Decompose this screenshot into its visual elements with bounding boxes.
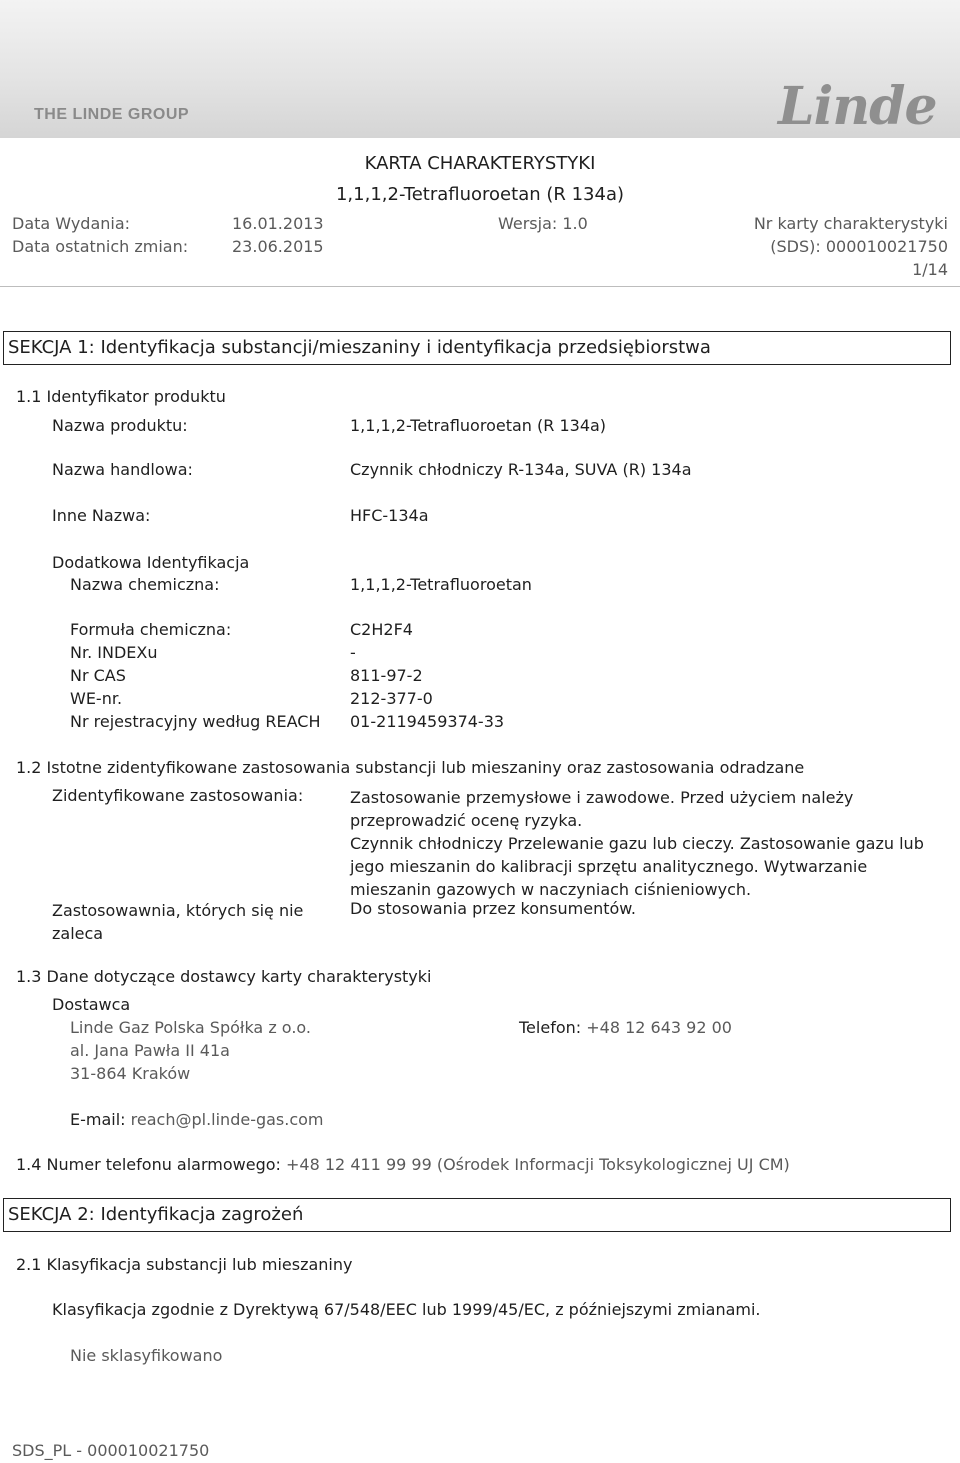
emergency-phone-label: 1.4 Numer telefonu alarmowego: — [16, 1155, 281, 1174]
we-number-label: WE-nr. — [70, 689, 123, 708]
chemical-name-label: Nazwa chemiczna: — [70, 575, 220, 594]
supplier-label: Dostawca — [52, 995, 131, 1014]
additional-identification-label: Dodatkowa Identyfikacja — [52, 553, 250, 572]
sds-number-label: Nr karty charakterystyki — [753, 214, 948, 233]
phone-value: +48 12 643 92 00 — [586, 1018, 732, 1037]
version: Wersja: 1.0 — [498, 214, 588, 233]
section-2-title: SEKCJA 2: Identyfikacja zagrożeń — [3, 1198, 951, 1232]
not-recommended-value: Do stosowania przez konsumentów. — [350, 899, 636, 918]
revision-date-label: Data ostatnich zmian: — [12, 237, 189, 256]
email-line — [70, 1110, 324, 1129]
issue-date-label: Data Wydania: — [12, 214, 131, 233]
linde-logo: Linde — [778, 76, 937, 137]
product-title: 1,1,1,2-Tetrafluoroetan (R 134a) — [335, 184, 625, 205]
other-name-label: Inne Nazwa: — [52, 506, 151, 525]
chemical-name-value: 1,1,1,2-Tetrafluoroetan — [350, 575, 532, 594]
section-1-3-heading: 1.3 Dane dotyczące dostawcy karty charakterystyki — [16, 967, 432, 986]
identified-uses-text-1: Zastosowanie przemysłowe i zawodowe. Przed użyciem należy przeprowadzić ocenę ryzyka. — [350, 788, 854, 830]
section-1-2-heading: 1.2 Istotne zidentyfikowane zastosowania substancji lub mieszaniny oraz zastosowania odradzane — [16, 758, 805, 777]
section-2-1-heading: 2.1 Klasyfikacja substancji lub mieszaniny — [16, 1255, 353, 1274]
emergency-phone-line — [16, 1155, 790, 1174]
other-name-value: HFC-134a — [350, 506, 429, 525]
identified-uses-text-2: Czynnik chłodniczy Przelewanie gazu lub cieczy. Zastosowanie gazu lub jego mieszanin do kalibracji sprzętu analitycznego. Wytwarzanie mieszanin gazowych w naczyniach ciśnieniowych. — [350, 834, 924, 899]
sds-number: (SDS): 000010021750 — [770, 237, 948, 256]
footer-document-id: SDS_PL - 000010021750 — [12, 1441, 210, 1460]
we-number-value: 212-377-0 — [350, 689, 433, 708]
reach-number-value: 01-2119459374-33 — [350, 712, 505, 731]
formula-label: Formuła chemiczna: — [70, 620, 232, 639]
identified-uses-label: Zidentyfikowane zastosowania: — [52, 786, 304, 805]
email-value[interactable]: reach@pl.linde-gas.com — [130, 1110, 324, 1129]
email-label: E-mail: — [70, 1110, 126, 1129]
not-recommended-label: Zastosowawnia, których się nie zaleca — [52, 901, 304, 943]
product-name-value: 1,1,1,2-Tetrafluoroetan (R 134a) — [350, 416, 607, 435]
group-logo: THE LINDE GROUP — [34, 106, 190, 123]
index-label: Nr. INDEXu — [70, 643, 158, 662]
trade-name-value: Czynnik chłodniczy R-134a, SUVA (R) 134a — [350, 460, 692, 479]
revision-date: 23.06.2015 — [232, 237, 324, 256]
cas-label: Nr CAS — [70, 666, 126, 685]
reach-number-label: Nr rejestracyjny według REACH — [70, 712, 321, 731]
section-1-1-heading: 1.1 Identyfikator produktu — [16, 387, 226, 406]
phone-label: Telefon: — [519, 1018, 582, 1037]
header-divider — [0, 286, 960, 287]
product-name-label: Nazwa produktu: — [52, 416, 188, 435]
classification-value: Nie sklasyfikowano — [70, 1346, 223, 1365]
issue-date: 16.01.2013 — [232, 214, 324, 233]
classification-heading: Klasyfikacja zgodnie z Dyrektywą 67/548/EEC lub 1999/45/EC, z późniejszymi zmianami. — [52, 1300, 761, 1319]
document-title: KARTA CHARAKTERYSTYKI — [364, 153, 596, 174]
phone-line — [519, 1018, 732, 1037]
formula-value: C2H2F4 — [350, 620, 413, 639]
index-value: - — [350, 643, 356, 662]
cas-value: 811-97-2 — [350, 666, 423, 685]
supplier-street: al. Jana Pawła II 41a — [70, 1041, 230, 1060]
supplier-city: 31-864 Kraków — [70, 1064, 191, 1083]
emergency-phone-value: +48 12 411 99 99 (Ośrodek Informacji Toksykologicznej UJ CM) — [286, 1155, 790, 1174]
trade-name-label: Nazwa handlowa: — [52, 460, 193, 479]
section-1-title: SEKCJA 1: Identyfikacja substancji/mieszaniny i identyfikacja przedsiębiorstwa — [3, 331, 951, 365]
supplier-company: Linde Gaz Polska Spółka z o.o. — [70, 1018, 311, 1037]
page-number: 1/14 — [912, 260, 948, 279]
